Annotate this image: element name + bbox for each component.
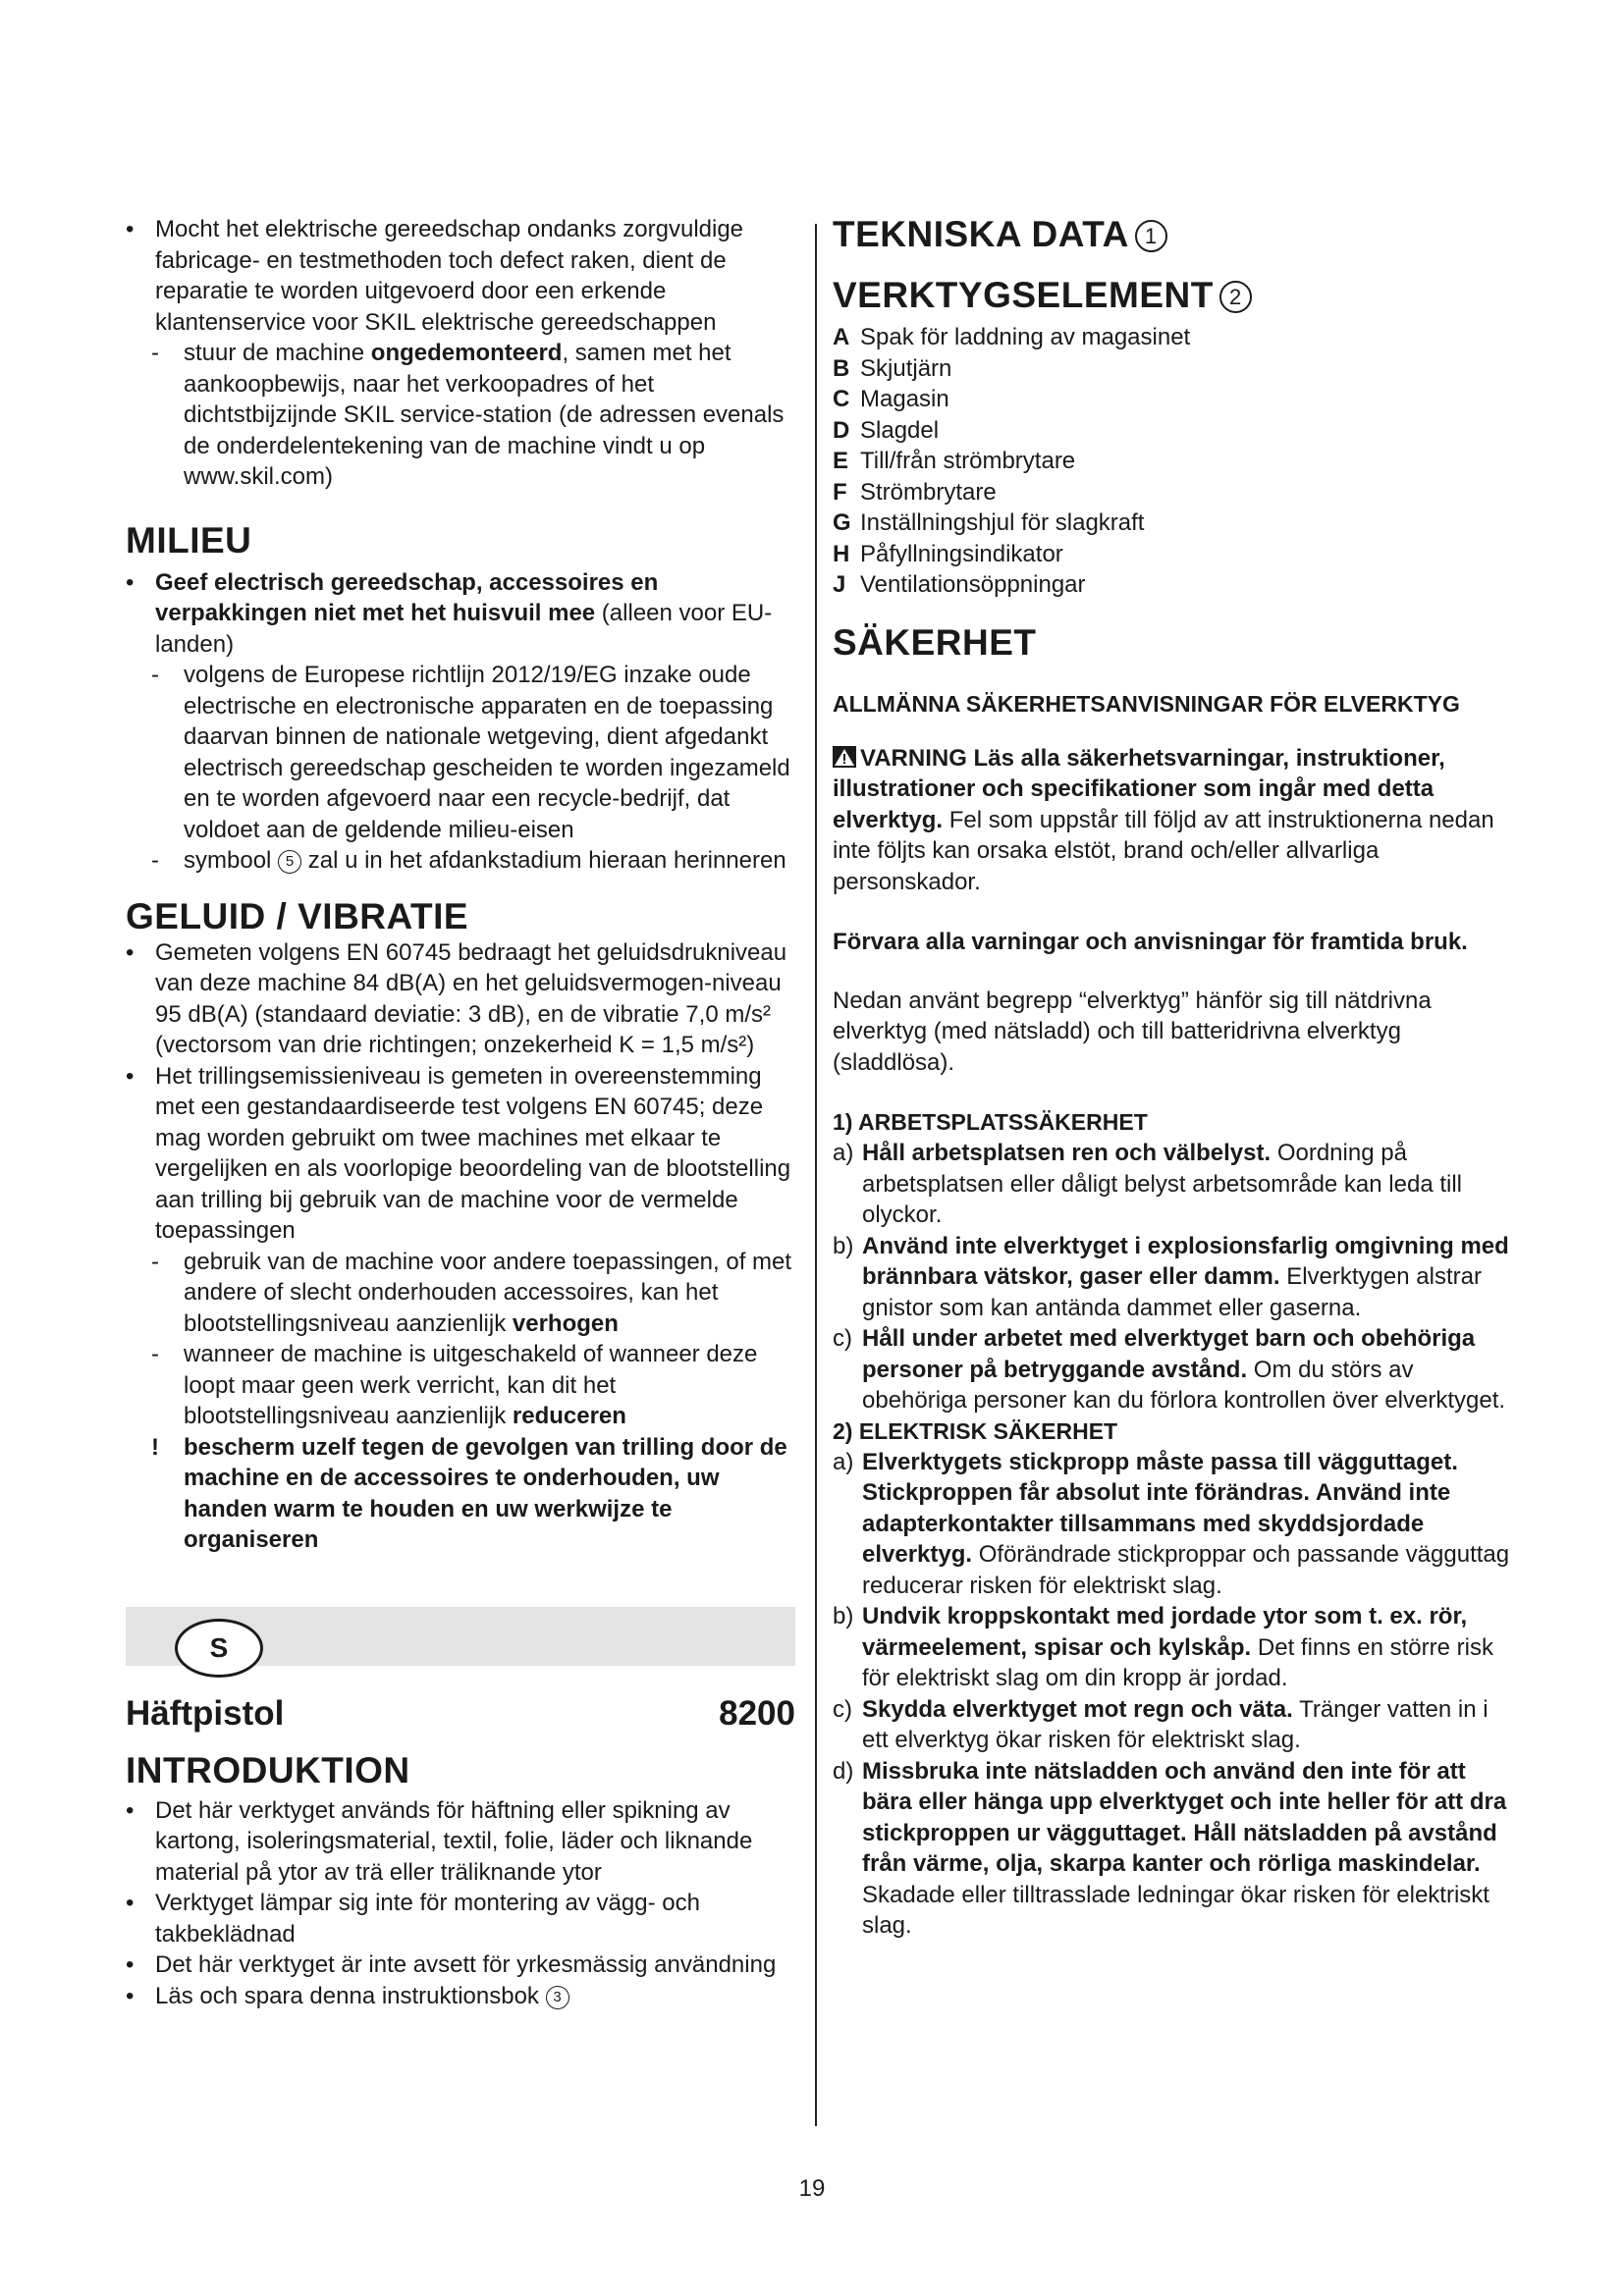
- geluid-bullet-2: [126, 1061, 795, 1247]
- geluid-dash-1-text: gebruik van de machine voor andere toepassingen, of met andere of slecht onderhouden accessoires, kan het blootstellingsniveau aanzienlijk: [184, 1248, 792, 1337]
- allmanna-heading: ALLMÄNNA SÄKERHETSANVISNINGAR FÖR ELVERKTYG: [833, 690, 1460, 717]
- milieu-dash-1: - volgens de Europese richtlijn 2012/19/EG inzake oude electrische en electronische apparaten en de toepassing daarvan binnen de nationale wetgeving, dient afgedankt electrisch gereedschap gescheiden te worden ingezameld en te worden afgevoerd naar een recycle-bedrijf, dat voldoet aan de geldende milieu-eisen: [151, 662, 790, 843]
- geluid-heading: GELUID / VIBRATIE: [126, 895, 469, 936]
- sec2-item: [833, 1694, 1510, 1756]
- elements-list: [833, 322, 1510, 601]
- element-text: Till/från strömbrytare: [860, 448, 1076, 474]
- element-letter: C: [833, 386, 850, 412]
- intro-sv-list: [126, 1795, 795, 2012]
- sakerhet-heading: SÄKERHET: [833, 621, 1037, 663]
- element-letter: D: [833, 416, 850, 444]
- element-text: Påfyllningsindikator: [860, 540, 1063, 567]
- geluid-bullet-2-text: Het trillingsemissieniveau is gemeten in overeenstemming met een gestandaardiseerde test volgens EN 60745; deze mag worden gebruikt om twee machines met elkaar te vergelijken en als voorlopige beoordeling van de blootstelling aan trilling bij gebruik van de machine voor de vermelde toepassingen: [155, 1062, 791, 1244]
- figure-ref-2: 2: [1219, 281, 1252, 313]
- intro-sv-item: • Verktyget lämpar sig inte för montering av vägg- och takbeklädnad: [126, 1888, 795, 1949]
- sec2-item: [833, 1601, 1510, 1694]
- figure-ref-1: 1: [1135, 220, 1167, 252]
- nedan-paragraph: Nedan använt begrepp “elverktyg” hänför sig till nätdrivna elverktyg (med nätsladd) och till batteridrivna elverktyg (sladdlösa).: [833, 987, 1432, 1076]
- item-bold: Skydda elverktyget mot regn och väta.: [862, 1695, 1293, 1723]
- geluid-excl-text: bescherm uzelf tegen de gevolgen van trilling door de machine en de accessoires te onderhouden, uw handen warm te houden en uw werkwijze te organiseren: [184, 1433, 787, 1553]
- milieu-bullet-bold: Geef electrisch gereedschap, accessoires en verpakkingen niet met het huisvuil mee: [155, 568, 659, 626]
- language-bar: [126, 1607, 795, 1666]
- column-divider: [815, 224, 817, 2126]
- geluid-excl: [126, 1432, 795, 1556]
- figure-ref-3: 3: [546, 1986, 569, 2009]
- element-text: Spak för laddning av magasinet: [860, 324, 1191, 350]
- repair-dash-bold: ongedemonteerd: [370, 340, 563, 366]
- sec1-item: [833, 1138, 1510, 1231]
- element-text: Skjutjärn: [860, 354, 952, 382]
- geluid-dash-2: - wanneer de machine is uitgeschakeld of wanneer deze loopt maar geen werk verricht, kan dit het blootstellingsniveau aanzienlijk reduceren: [151, 1341, 758, 1429]
- element-text: Strömbrytare: [860, 478, 997, 506]
- item-rest: Oordning på arbetsplatsen eller dåligt belyst arbetsområde kan leda till olyckor.: [862, 1140, 1463, 1228]
- milieu-bullet: [126, 567, 795, 661]
- sec1-item: [833, 1323, 1510, 1416]
- sec1-heading: 1) ARBETSPLATSSÄKERHET: [833, 1109, 1148, 1135]
- item-rest: Skadade eller tilltrasslade ledningar ökar risken för elektriskt slag.: [862, 1881, 1489, 1939]
- element-text: Slagdel: [860, 416, 940, 444]
- product-name: Häftpistol: [126, 1693, 285, 1733]
- item-letter: c): [833, 1325, 852, 1352]
- sec2-item: [833, 1756, 1510, 1942]
- forvara-paragraph: Förvara alla varningar och anvisningar för framtida bruk.: [833, 929, 1468, 955]
- intro-sv-item: • Det här verktyget används för häftning eller spikning av kartong, isoleringsmaterial, textil, folie, läder och liknande material på ytor av trä eller träliknande ytor: [126, 1795, 795, 1889]
- repair-dash: - stuur de machine ongedemonteerd, samen met het aankoopbewijs, naar het verkoopadres of het dichtstbijzijnde SKIL service-station (de adressen evenals de onderdelentekening van de machine vindt u op www.skil.com): [151, 340, 785, 490]
- sec2-heading: 2) ELEKTRISK SÄKERHET: [833, 1417, 1118, 1444]
- element-text: Ventilationsöppningar: [860, 571, 1086, 598]
- milieu-dash-2-text-a: symbool: [184, 847, 279, 874]
- geluid-dash-1-bold: verhogen: [512, 1309, 619, 1337]
- varning-paragraph: [833, 743, 1510, 898]
- element-letter: E: [833, 448, 849, 474]
- item-letter: c): [833, 1695, 852, 1723]
- varning-rest: Fel som uppstår till följd av att instruktionerna nedan inte följts kan orsaka elstöt, brand och/eller allvarliga personskador.: [833, 806, 1494, 895]
- product-row: [126, 1693, 795, 1735]
- item-bold: Elverktygets stickpropp måste passa till vägguttaget. Stickproppen får absolut inte förändras. Använd inte adapterkontakter tillsammans med skyddsjordade elverktyg.: [862, 1448, 1458, 1568]
- item-bold: Håll under arbetet med elverktyget barn och obehöriga personer på betryggande avstånd.: [862, 1325, 1476, 1383]
- element-letter: F: [833, 478, 847, 506]
- page-number: 19: [798, 2175, 826, 2202]
- intro-sv-item-last: [126, 1981, 795, 2012]
- verktyg-title: VERKTYGSELEMENT: [833, 275, 1214, 315]
- milieu-heading: MILIEU: [126, 519, 252, 561]
- repair-bullet-text: Mocht het elektrische gereedschap ondanks zorgvuldige fabricage- en testmethoden toch defect raken, dient de reparatie te worden uitgevoerd door een erkende klantenservice voor SKIL elektrische gereedschappen: [155, 216, 744, 336]
- varning-bold: VARNING Läs alla säkerhetsvarningar, instruktioner, illustrationer och specifikationer som ingår med detta elverktyg.: [833, 744, 1445, 833]
- milieu-dash-2: - symbool 5 zal u in het afdankstadium hieraan herinneren: [151, 847, 786, 874]
- element-item: [833, 569, 1510, 601]
- right-column: [833, 214, 1510, 1942]
- item-rest: Elverktygen alstrar gnistor som kan antända dammet eller gaserna.: [862, 1263, 1482, 1321]
- element-letter: B: [833, 354, 850, 382]
- element-text: Magasin: [860, 386, 949, 412]
- item-bold: Missbruka inte nätsladden och använd den inte för att bära eller hänga upp elverktyget och inte heller för att dra stickproppen ur vägguttaget. Håll nätsladden på avstånd från värme, olja, skarpa kanter och rörliga maskindelar.: [862, 1757, 1507, 1877]
- item-letter: b): [833, 1232, 854, 1259]
- sec2-list: [833, 1447, 1510, 1942]
- element-letter: A: [833, 324, 850, 350]
- item-letter: a): [833, 1448, 854, 1475]
- intro-sv-item: • Det här verktyget är inte avsett för yrkesmässig användning: [126, 1949, 795, 1981]
- milieu-bullet-rest: (alleen voor EU-landen): [155, 600, 773, 658]
- element-item: [833, 353, 1510, 385]
- item-letter: d): [833, 1757, 854, 1785]
- geluid-dash-2-text: wanneer de machine is uitgeschakeld of wanneer deze loopt maar geen werk verricht, kan dit het blootstellingsniveau aanzienlijk: [184, 1341, 758, 1429]
- element-item: [833, 322, 1510, 353]
- element-item: [833, 446, 1510, 477]
- geluid-dash-1: - gebruik van de machine voor andere toepassingen, of met andere of slecht onderhouden accessoires, kan het blootstellingsniveau aanzienlijk verhogen: [151, 1248, 792, 1337]
- left-column: [126, 214, 795, 2011]
- item-rest: Om du störs av obehöriga personer kan du förlora kontrollen över elverktyget.: [862, 1356, 1506, 1414]
- element-item: [833, 539, 1510, 570]
- item-bold: Håll arbetsplatsen ren och välbelyst.: [862, 1140, 1272, 1166]
- item-rest: Oförändrade stickproppar och passande vägguttag reducerar risken för elektriskt slag.: [862, 1541, 1510, 1599]
- element-letter: G: [833, 509, 851, 536]
- repair-bullet: [126, 214, 795, 338]
- item-letter: b): [833, 1603, 854, 1629]
- repair-dash-text-c: , samen met het aankoopbewijs, naar het verkoopadres of het dichtstbijzijnde SKIL service-station (de adressen evenals de onderdelentekening van de machine vindt u op www.skil.com): [184, 340, 785, 490]
- element-letter: J: [833, 571, 846, 598]
- element-item: [833, 477, 1510, 508]
- geluid-bullet-1-text: Gemeten volgens EN 60745 bedraagt het geluidsdrukniveau van deze machine 84 dB(A) en het geluidsvermogen-niveau 95 dB(A) (standaard deviatie: 3 dB), en de vibratie 7,0 m/s² (vectorsom van drie richtingen; onzekerheid K = 1,5 m/s²): [155, 938, 787, 1058]
- item-rest: Tränger vatten in i ett elverktyg ökar risken för elektriskt slag.: [862, 1695, 1489, 1753]
- sec2-item: [833, 1447, 1510, 1602]
- element-letter: H: [833, 540, 850, 567]
- item-bold: Undvik kroppskontakt med jordade ytor som t. ex. rör, värmeelement, spisar och kylskåp.: [862, 1603, 1468, 1661]
- element-item: [833, 507, 1510, 539]
- milieu-dash-1-text: volgens de Europese richtlijn 2012/19/EG inzake oude electrische en electronische apparaten en de toepassing daarvan binnen de nationale wetgeving, dient afgedankt electrisch gereedschap gescheiden te worden ingezameld en te worden afgevoerd naar een recycle-bedrijf, dat voldoet aan de geldende milieu-eisen: [184, 662, 790, 843]
- product-number: 8200: [719, 1693, 795, 1733]
- item-letter: a): [833, 1140, 854, 1166]
- sec1-item: [833, 1231, 1510, 1324]
- item-bold: Använd inte elverktyget i explosionsfarlig omgivning med brännbara vätskor, gaser eller damm.: [862, 1232, 1509, 1290]
- element-item: [833, 415, 1510, 447]
- milieu-dash-2-text-b: zal u in het afdankstadium hieraan herinneren: [301, 847, 786, 874]
- geluid-dash-2-bold: reduceren: [512, 1403, 626, 1429]
- figure-ref-5: 5: [278, 850, 301, 874]
- item-rest: Det finns en större risk för elektriskt slag om din kropp är jordad.: [862, 1633, 1493, 1691]
- element-item: [833, 384, 1510, 415]
- geluid-bullet-1: [126, 937, 795, 1061]
- tekniska-heading: [833, 214, 1510, 255]
- exclamation-mark: !: [151, 1433, 159, 1461]
- introduktion-heading: INTRODUKTION: [126, 1749, 410, 1790]
- sec1-list: [833, 1138, 1510, 1416]
- intro-sv-last-text: Läs och spara denna instruktionsbok: [155, 1982, 546, 2009]
- verktyg-heading: [833, 275, 1510, 316]
- warning-icon: [833, 746, 856, 768]
- element-text: Inställningshjul för slagkraft: [860, 509, 1145, 536]
- language-code-badge: S: [175, 1619, 263, 1678]
- repair-dash-text-a: stuur de machine: [184, 340, 371, 366]
- tekniska-title: TEKNISKA DATA: [833, 214, 1129, 254]
